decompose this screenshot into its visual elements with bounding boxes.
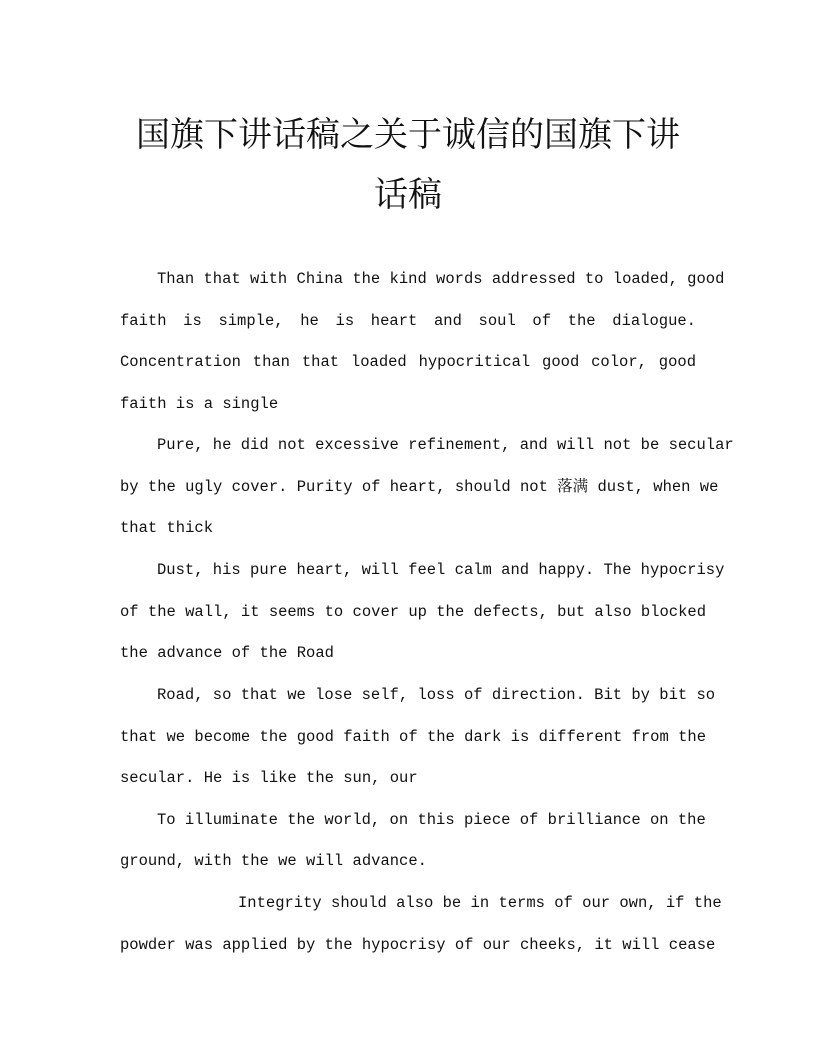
document-title-line-2: 话稿	[374, 175, 442, 215]
paragraph-line: that thick	[120, 519, 214, 537]
paragraph-line: powder was applied by the hypocrisy of our cheeks, it will cease	[120, 936, 716, 954]
paragraph-line: Than that with China the kind words addressed to loaded, good	[157, 270, 725, 288]
paragraph-line: To illuminate the world, on this piece of brilliance on the	[157, 811, 706, 829]
paragraph-line: faith is simple, he is heart and soul of the dialogue.	[120, 312, 696, 330]
paragraph-line: that we become the good faith of the dark is different from the	[120, 728, 706, 746]
paragraph-line: Pure, he did not excessive refinement, and will not be secular	[157, 436, 734, 454]
paragraph-line: by the ugly cover. Purity of heart, should not 落满 dust, when we	[120, 478, 719, 496]
paragraph-line: Dust, his pure heart, will feel calm and happy. The hypocrisy	[157, 561, 725, 579]
paragraph-line: the advance of the Road	[120, 644, 334, 662]
paragraph-line: secular. He is like the sun, our	[120, 769, 418, 787]
paragraph-line: Integrity should also be in terms of our own, if the	[238, 894, 722, 912]
paragraph-line: of the wall, it seems to cover up the defects, but also blocked	[120, 603, 706, 621]
document-title-line-1: 国旗下讲话稿之关于诚信的国旗下讲	[136, 115, 680, 155]
paragraph-line: faith is a single	[120, 395, 279, 413]
paragraph-line: Concentration than that loaded hypocritical good color, good	[120, 353, 696, 371]
paragraph-line: Road, so that we lose self, loss of direction. Bit by bit so	[157, 686, 716, 704]
paragraph-line: ground, with the we will advance.	[120, 852, 427, 870]
